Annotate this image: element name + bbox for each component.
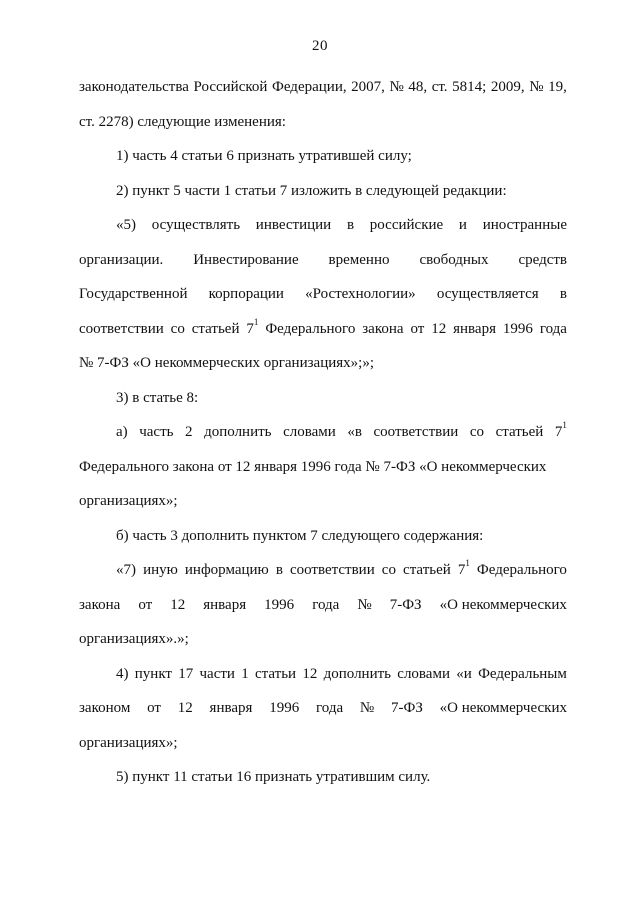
article-reference (246, 312, 258, 347)
article-reference (555, 415, 567, 450)
word: статьей (495, 424, 544, 440)
line-11 (79, 415, 567, 450)
line-05 (79, 208, 567, 243)
word: 12 (170, 596, 186, 613)
word: дополнить (204, 424, 272, 440)
word: года (539, 320, 567, 337)
article-superscript: 1 (253, 316, 259, 327)
line-04: 2) пункт 5 части 1 статьи 7 изложить в следующей редакции: (116, 182, 507, 199)
word: временно (328, 251, 390, 268)
word: «7) (116, 562, 136, 578)
line-21: 5) пункт 11 статьи 16 признать утратившим силу. (116, 769, 431, 785)
word: соответствии (79, 320, 164, 337)
word: в (275, 562, 283, 578)
line-16 (79, 588, 567, 623)
line-12: Федерального закона от 12 января 1996 года № 7-ФЗ «О некоммерческих (79, 458, 547, 475)
word: словами (397, 665, 450, 682)
word: января (209, 700, 253, 716)
word: Федерального (476, 562, 567, 578)
word: января (453, 320, 496, 337)
word: части (199, 665, 235, 682)
word: 1996 (264, 596, 295, 613)
line-09: № 7-ФЗ «О некоммерческих организациях»;»; (79, 355, 374, 371)
word: «Ростехнологии» (305, 286, 416, 302)
word: соответствии (373, 424, 459, 440)
word: осуществлять (151, 217, 241, 233)
article-superscript: 1 (562, 420, 567, 430)
word: 1996 (269, 700, 300, 716)
line-19 (79, 691, 567, 726)
article-number: 7 (554, 424, 563, 440)
word: 12 (177, 700, 193, 716)
word: от (410, 320, 425, 337)
word: а) (116, 424, 128, 440)
word: 12 (431, 320, 447, 337)
word: средств (518, 251, 567, 268)
word: 1 (241, 665, 249, 682)
word: Федеральным (478, 665, 567, 682)
word: инвестиции (255, 217, 332, 233)
line-10: 3) в статье 8: (116, 389, 199, 406)
word: от (147, 700, 161, 716)
word: «О некоммерческих (439, 700, 567, 716)
word: часть (139, 424, 174, 440)
word: в (559, 286, 567, 302)
word: 12 (302, 665, 318, 682)
line-14: б) часть 3 дополнить пунктом 7 следующего содержания: (116, 527, 484, 544)
word: 2 (185, 424, 193, 440)
line-20: организациях»; (79, 734, 178, 751)
article-number: 7 (457, 562, 466, 578)
word: дополнить (323, 665, 392, 682)
word: 7-ФЗ (389, 596, 422, 613)
word: 1996 (502, 320, 533, 337)
line-03: 1) часть 4 статьи 6 признать утратившей силу; (116, 148, 412, 164)
word: и (458, 217, 467, 233)
word: иностранные (482, 217, 567, 233)
word: «5) (116, 217, 136, 233)
word: 48, (408, 79, 428, 95)
word: ст. (431, 79, 448, 95)
line-07 (79, 277, 567, 312)
page-number: 20 (312, 38, 328, 54)
word: Федерации, (272, 79, 347, 95)
word: пункт (134, 665, 172, 682)
line-15 (79, 553, 567, 588)
line-01 (79, 70, 567, 105)
word: в (346, 217, 355, 233)
word: словами (283, 424, 336, 440)
word: со (170, 320, 185, 337)
word: статьей (191, 320, 240, 337)
line-08 (79, 312, 567, 347)
word: «и (456, 665, 472, 682)
word: осуществляется (436, 286, 539, 302)
word: № (359, 700, 375, 716)
word: 2007, (351, 79, 385, 95)
word: от (138, 596, 153, 613)
article-number: 7 (246, 320, 254, 337)
word: «О некоммерческих (439, 596, 567, 613)
article-reference (458, 553, 470, 588)
word: иную (143, 562, 178, 578)
word: организации. (79, 251, 164, 268)
word: статьей (403, 562, 451, 578)
line-18 (79, 657, 567, 692)
word: года (315, 700, 344, 716)
word: № (357, 596, 372, 613)
word: № (389, 79, 404, 95)
line-17: организациях».»; (79, 631, 189, 647)
word: Инвестирование (193, 251, 299, 268)
word: 4) (116, 665, 129, 682)
word: закона (79, 596, 121, 613)
word: законом (79, 700, 131, 716)
word: «в (347, 424, 362, 440)
word: 5814; (452, 79, 487, 95)
word: со (469, 424, 485, 440)
word: Государственной (79, 286, 188, 302)
word: Российской (193, 79, 268, 95)
word: 7-ФЗ (391, 700, 423, 716)
word: корпорации (208, 286, 284, 302)
word: 17 (178, 665, 194, 682)
document-body (79, 70, 567, 795)
word: соответствии (289, 562, 375, 578)
word: российские (369, 217, 444, 233)
word: № (529, 79, 544, 95)
word: законодательства (79, 79, 189, 95)
word: со (381, 562, 396, 578)
word: статьи (254, 665, 297, 682)
word: года (312, 596, 340, 613)
line-02: ст. 2278) следующие изменения: (79, 113, 286, 130)
word: 2009, (490, 79, 525, 95)
word: информацию (184, 562, 269, 578)
word: 19, (548, 79, 567, 95)
word: Федерального (265, 320, 356, 337)
line-13: организациях»; (79, 493, 178, 509)
word: января (203, 596, 247, 613)
word: закона (362, 320, 404, 337)
article-superscript: 1 (465, 558, 470, 568)
word: свободных (419, 251, 489, 268)
line-06 (79, 243, 567, 278)
